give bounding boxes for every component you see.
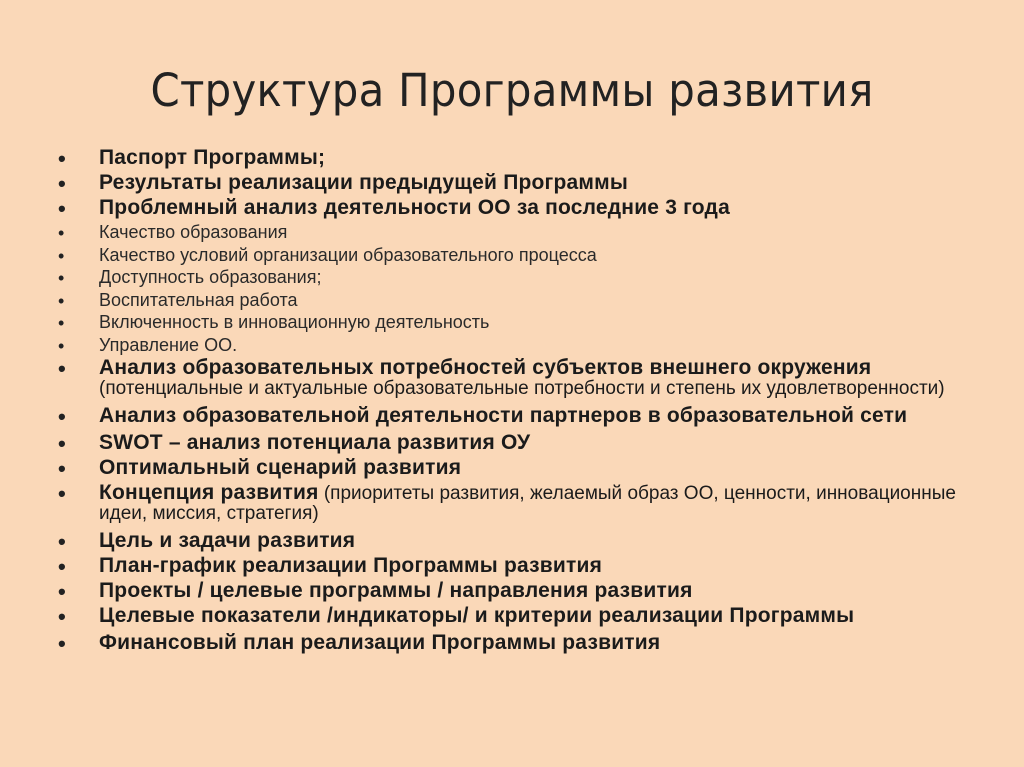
list-item-text: Проблемный анализ деятельности ОО за последние 3 года: [99, 196, 730, 219]
list-item: [58, 246, 978, 264]
list-item-text: Анализ образовательной деятельности партнеров в образовательной сети: [99, 404, 908, 427]
bullet-icon: •: [58, 456, 66, 481]
list-item-text: SWOT – анализ потенциала развития ОУ: [99, 431, 531, 454]
list-item: [58, 223, 978, 241]
list-item-text: Цель и задачи развития: [99, 529, 356, 552]
list-item: [58, 358, 978, 398]
list-item: [58, 554, 978, 579]
bullet-icon: •: [58, 223, 65, 243]
bullet-icon: •: [58, 245, 65, 266]
list-item: [58, 171, 978, 196]
list-item: [58, 291, 978, 309]
bullet-icon: •: [58, 481, 66, 506]
list-item-note: (приоритеты развития, желаемый образ ОО, ценности, инновационные идеи, миссия, стратегия): [99, 483, 956, 524]
list-item: [58, 336, 978, 354]
list-item: [58, 313, 978, 331]
list-item-text: Доступность образования;: [99, 267, 322, 287]
list-item: [58, 196, 978, 221]
list-item-text: Включенность в инновационную деятельность: [99, 312, 490, 332]
list-item-text: Финансовый план реализации Программы развития: [99, 631, 661, 654]
list-item-text: Проекты / целевые программы / направления развития: [99, 579, 693, 602]
list-item-note: (потенциальные и актуальные образовательные потребности и степень их удовлетворенности): [99, 378, 945, 399]
bullet-icon: •: [58, 431, 66, 456]
list-item-text: Оптимальный сценарий развития: [99, 456, 462, 479]
list-item: [58, 579, 978, 604]
list-item-text: Концепция развития: [99, 481, 319, 504]
list-item-text: Паспорт Программы;: [99, 146, 326, 169]
list-item-text: Целевые показатели /индикаторы/ и критерии реализации Программы: [99, 604, 855, 627]
bullet-icon: •: [58, 335, 65, 356]
list-item: [58, 631, 978, 656]
list-item-text: План-график реализации Программы развития: [99, 554, 603, 577]
list-item-text: Управление ОО.: [99, 334, 238, 355]
list-item: [58, 456, 978, 481]
bullet-icon: •: [58, 268, 65, 288]
list-item-text: Анализ образовательных потребностей субъектов внешнего окружения: [99, 356, 872, 379]
list-item: [58, 146, 978, 171]
list-item-text: Воспитательная работа: [99, 289, 298, 310]
list-item: [58, 483, 978, 523]
list-item: [58, 529, 978, 554]
bullet-icon: •: [58, 529, 66, 554]
bullet-icon: •: [58, 579, 66, 604]
bullet-icon: •: [58, 404, 66, 429]
list-item-text: Качество образования: [99, 222, 288, 242]
bullet-icon: •: [58, 554, 66, 579]
bullet-icon: •: [58, 356, 66, 381]
bullet-icon: •: [58, 604, 66, 629]
bullet-icon: •: [58, 290, 65, 311]
list-item-text: Результаты реализации предыдущей Программы: [99, 171, 629, 194]
slide-title: Структура Программы развития: [150, 64, 874, 117]
list-item-text: Качество условий организации образовательного процесса: [99, 244, 597, 265]
list-item: [58, 268, 978, 286]
bullet-icon: •: [58, 631, 66, 656]
bullet-icon: •: [58, 171, 66, 196]
bullet-icon: •: [58, 313, 65, 333]
bullet-icon: •: [58, 146, 66, 171]
bullet-list: [58, 148, 978, 658]
list-item: [58, 404, 978, 429]
list-item: [58, 431, 978, 456]
bullet-icon: •: [58, 196, 66, 221]
list-item: [58, 604, 978, 629]
